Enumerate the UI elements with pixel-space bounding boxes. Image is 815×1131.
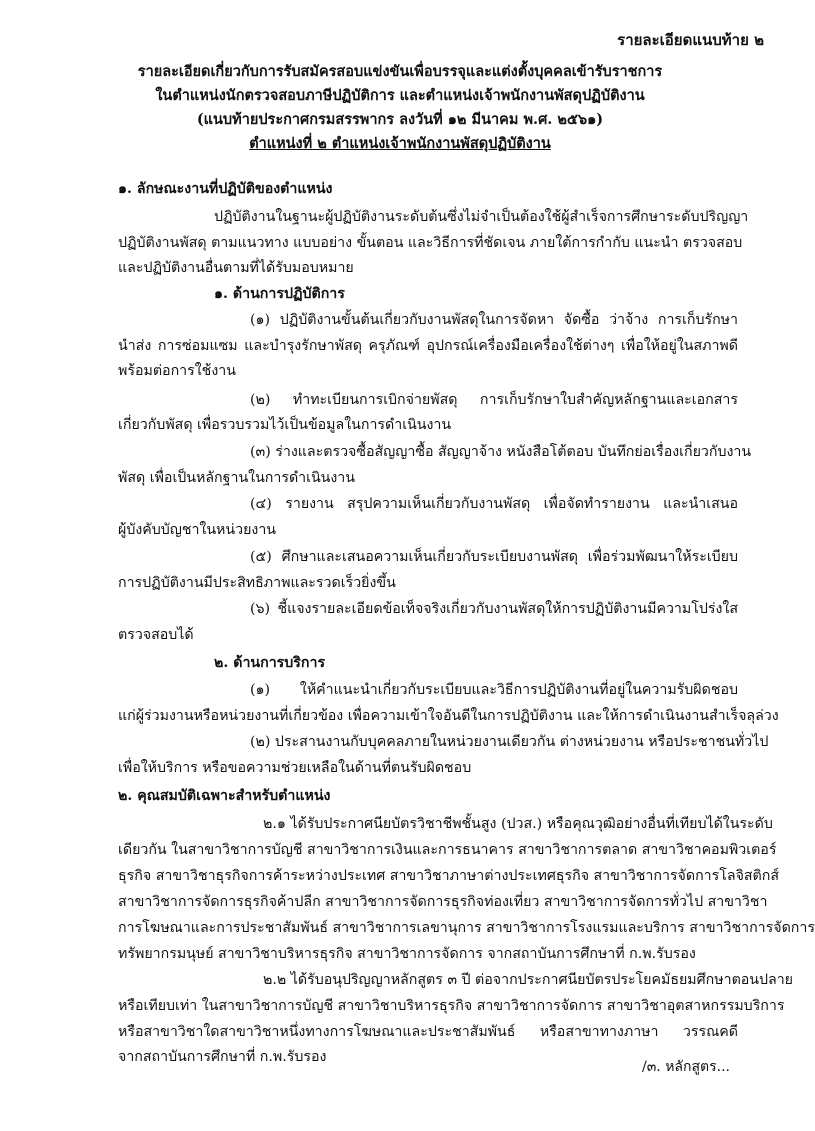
list-item: (๑) ให้คำแนะนำเกี่ยวกับระเบียบและวิธีการปฏิบัติงานที่อยู่ในความรับผิดชอบ [250,682,738,698]
qualification-continuation: การโฆษณาและการประชาสัมพันธ์ สาขาวิชาการเลขานุการ สาขาวิชาการโรงแรมและบริการ สาขาวิชาการจัดการ [118,920,815,936]
list-item-continuation: ตรวจสอบได้ [118,627,194,643]
paragraph-line: และปฏิบัติงานอื่นตามที่ได้รับมอบหมาย [118,260,354,276]
section-heading: ๒. คุณสมบัติเฉพาะสำหรับตำแหน่ง [118,788,331,804]
qualification-continuation: สาขาวิชาการจัดการธุรกิจค้าปลีก สาขาวิชาการจัดการธุรกิจท่องเที่ยว สาขาวิชาการจัดการทั่วไป สาขาวิชา [118,894,768,910]
qualification-continuation: เดียวกัน ในสาขาวิชาการบัญชี สาขาวิชาการเงินและการธนาคาร สาขาวิชาการตลาด สาขาวิชาคอมพิวเตอร์ [118,842,777,858]
subsection-heading: ๑. ด้านการปฏิบัติการ [214,286,345,302]
list-item-continuation: เพื่อให้บริการ หรือขอความช่วยเหลือในด้านที่ตนรับผิดชอบ [118,760,472,776]
continuation-marker: /๓. หลักสูตร... [642,1059,730,1075]
document-title [40,60,760,156]
list-item: (๑) ปฏิบัติงานขั้นต้นเกี่ยวกับงานพัสดุในการจัดหา จัดซื้อ ว่าจ้าง การเก็บรักษา [250,312,738,328]
qualification-continuation: หรือสาขาวิชาใดสาขาวิชาหนึ่งทางการโฆษณาและประชาสัมพันธ์ หรือสาขาทางภาษา วรรณคดี [118,1024,738,1040]
position-title-text: ตำแหน่งที่ ๒ ตำแหน่งเจ้าพนักงานพัสดุปฏิบัติงาน [249,135,551,152]
title-line: รายละเอียดเกี่ยวกับการรับสมัครสอบแข่งขันเพื่อบรรจุและแต่งตั้งบุคคลเข้ารับราชการ [137,63,663,80]
qualification-continuation: จากสถาบันการศึกษาที่ ก.พ.รับรอง [118,1049,327,1065]
qualification-item: ๒.๒ ได้รับอนุปริญญาหลักสูตร ๓ ปี ต่อจากประกาศนียบัตรประโยคมัธยมศึกษาตอนปลาย [263,972,793,988]
list-item-continuation: พัสดุ เพื่อเป็นหลักฐานในการดำเนินงาน [118,470,355,486]
qualification-continuation: ธุรกิจ สาขาวิชาธุรกิจการค้าระหว่างประเทศ สาขาวิชาภาษาต่างประเทศธุรกิจ สาขาวิชาการจัดการโลจิสติกส์ [118,868,780,884]
title-line: (แนบท้ายประกาศกรมสรรพากร ลงวันที่ ๑๒ มีนาคม พ.ศ. ๒๕๖๑) [196,111,604,128]
list-item-continuation: พร้อมต่อการใช้งาน [118,363,236,379]
paragraph-line: ปฏิบัติงานในฐานะผู้ปฏิบัติงานระดับต้นซึ่งไม่จำเป็นต้องใช้ผู้สำเร็จการศึกษาระดับปริญญา [214,209,749,225]
list-item-continuation: การปฏิบัติงานมีประสิทธิภาพและรวดเร็วยิ่งขึ้น [118,575,396,591]
annex-label: รายละเอียดแนบท้าย ๒ [617,31,764,49]
list-item-continuation: เกี่ยวกับพัสดุ เพื่อรวบรวมไว้เป็นข้อมูลในการดำเนินงาน [118,417,452,433]
list-item-continuation: แก่ผู้ร่วมงานหรือหน่วยงานที่เกี่ยวข้อง เพื่อความเข้าใจอันดีในการปฏิบัติงาน และให้การดำเนินงานสำเร็จลุล่วง [118,708,779,724]
paragraph-line: ปฏิบัติงานพัสดุ ตามแนวทาง แบบอย่าง ขั้นตอน และวิธีการที่ชัดเจน ภายใต้การกำกับ แนะนำ ตรวจสอบ [118,235,743,251]
list-item: (๖) ชี้แจงรายละเอียดข้อเท็จจริงเกี่ยวกับงานพัสดุให้การปฏิบัติงานมีความโปร่งใส [250,601,738,617]
title-line: ในตำแหน่งนักตรวจสอบภาษีปฏิบัติการ และตำแหน่งเจ้าพนักงานพัสดุปฏิบัติงาน [155,87,645,104]
list-item: (๕) ศึกษาและเสนอความเห็นเกี่ยวกับระเบียบงานพัสดุ เพื่อร่วมพัฒนาให้ระเบียบ [250,549,738,565]
section-heading: ๑. ลักษณะงานที่ปฏิบัติของตำแหน่ง [118,181,333,197]
list-item-continuation: นำส่ง การซ่อมแซม และบำรุงรักษาพัสดุ ครุภัณฑ์ อุปกรณ์เครื่องมือเครื่องใช้ต่างๆ เพื่อให้อยู่ในสภาพดี [118,338,738,354]
list-item: (๔) รายงาน สรุปความเห็นเกี่ยวกับงานพัสดุ เพื่อจัดทำรายงาน และนำเสนอ [250,496,738,512]
qualification-item: ๒.๑ ได้รับประกาศนียบัตรวิชาชีพชั้นสูง (ปวส.) หรือคุณวุฒิอย่างอื่นที่เทียบได้ในระดับ [263,816,773,832]
position-title [40,132,760,156]
list-item: (๓) ร่างและตรวจซื้อสัญญาซื้อ สัญญาจ้าง หนังสือโต้ตอบ บันทึกย่อเรื่องเกี่ยวกับงาน [250,444,752,460]
subsection-heading: ๒. ด้านการบริการ [214,655,326,671]
list-item: (๒) ประสานงานกับบุคคลภายในหน่วยงานเดียวกัน ต่างหน่วยงาน หรือประชาชนทั่วไป [250,734,769,750]
list-item-continuation: ผู้บังคับบัญชาในหน่วยงาน [118,522,276,538]
qualification-continuation: หรือเทียบเท่า ในสาขาวิชาการบัญชี สาขาวิชาบริหารธุรกิจ สาขาวิชาการจัดการ สาขาวิชาอุตสาหกรรมบริการ [118,998,785,1014]
qualification-continuation: ทรัพยากรมนุษย์ สาขาวิชาบริหารธุรกิจ สาขาวิชาการจัดการ จากสถาบันการศึกษาที่ ก.พ.รับรอง [118,946,696,962]
list-item: (๒) ทำทะเบียนการเบิกจ่ายพัสดุ การเก็บรักษาใบสำคัญหลักฐานและเอกสาร [250,392,738,408]
